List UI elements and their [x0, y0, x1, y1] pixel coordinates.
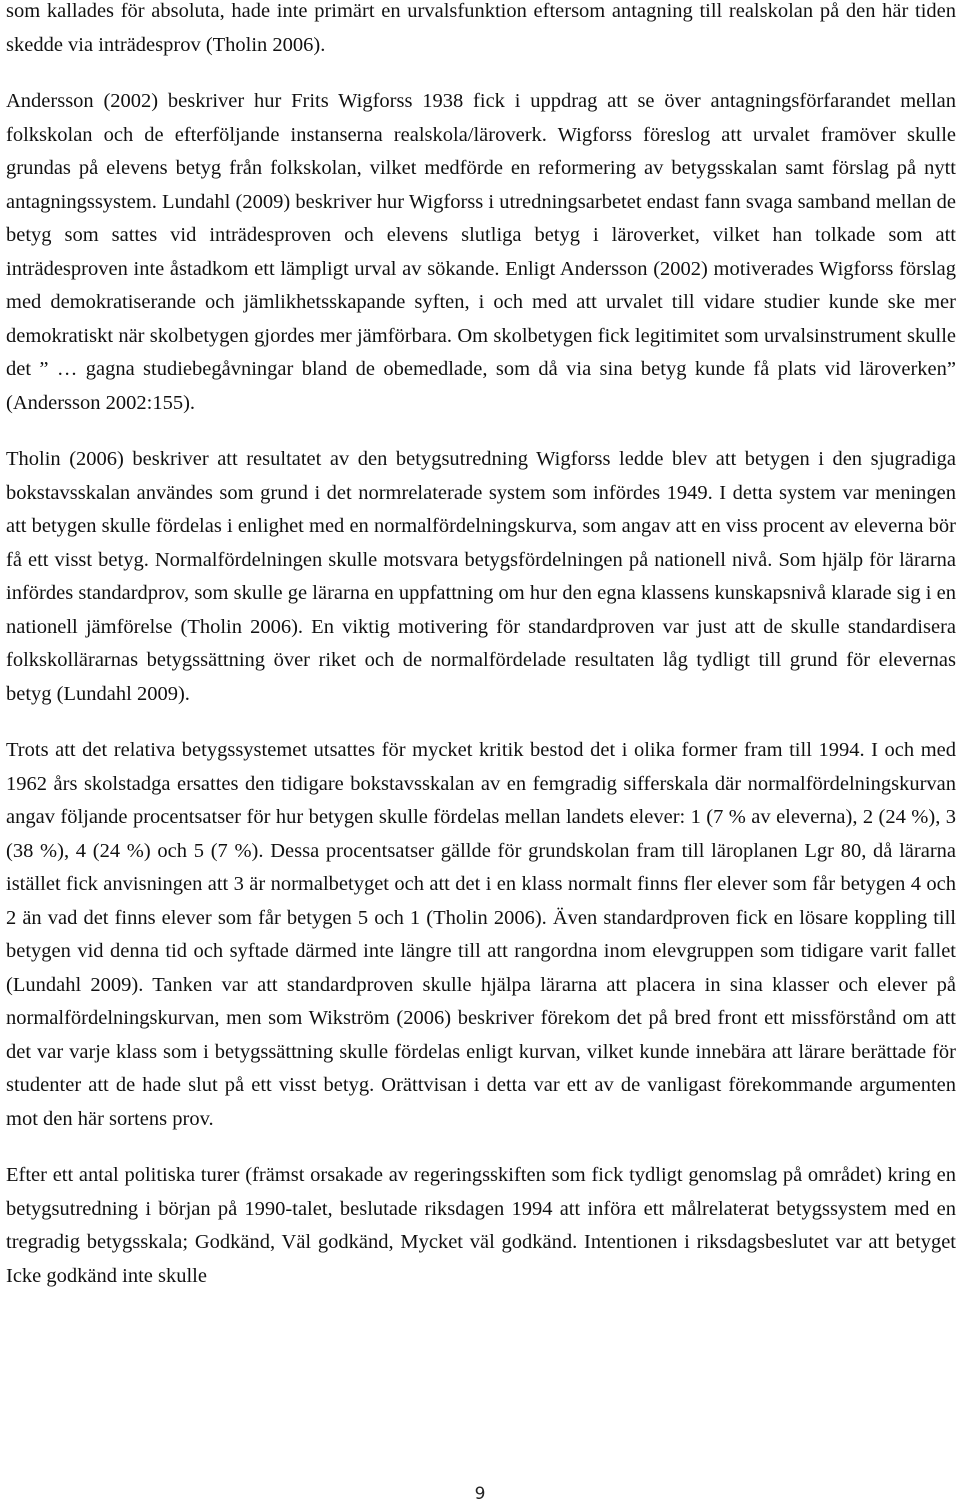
document-body — [6, 0, 956, 1316]
paragraph-5: Efter ett antal politiska turer (främst orsakade av regeringsskiften som fick tydligt genomslag på området) kring en betygsutredning i början på 1990-talet, beslutade riksdagen 1994 att införa ett målrelaterat betygssystem med en tregradig betygsskala; Godkänd, Väl godkänd, Mycket väl godkänd. Intentionen i riksdagsbeslutet var att betyget Icke godkänd inte skulle — [6, 1164, 956, 1287]
paragraph-3: Tholin (2006) beskriver att resultatet av den betygsutredning Wigforss ledde blev att betygen i den sjugradiga bokstavsskalan användes som grund i det normrelaterade system som infördes 1949. I detta system var meningen att betygen skulle fördelas i enlighet med en normalfördelningskurva, som angav att en viss procent av eleverna bör få ett visst betyg. Normalfördelningen skulle motsvara betygsfördelningen på nationell nivå. Som hjälp för lärarna infördes standardprov, som skulle ge lärarna en uppfattning om hur den egna klassens kunskapsnivå klarade sig i en nationell jämförelse (Tholin 2006). En viktig motivering för standardproven var just att de skulle standardisera folkskollärarnas betygssättning över riket och de normalfördelade resultaten låg tydligt till grund för elevernas betyg (Lundahl 2009). — [6, 448, 956, 705]
page-number: 9 — [474, 1484, 486, 1504]
paragraph-4: Trots att det relativa betygssystemet utsattes för mycket kritik bestod det i olika former fram till 1994. I och med 1962 års skolstadga ersattes den tidigare bokstavsskalan av en femgradig sifferskala där normalfördelningskurvan angav följande procentsatser för hur betygen skulle fördelas mellan landets elever: 1 (7 % av eleverna), 2 (24 %), 3 (38 %), 4 (24 %) och 5 (7 %). Dessa procentsatser gällde för grundskolan fram till läroplanen Lgr 80, då lärarna istället fick anvisningen att 3 är normalbetyget och att det i en klass normalt finns fler elever som får betygen 4 och 2 än vad det finns elever som får betygen 5 och 1 (Tholin 2006). Även standardproven fick en lösare koppling till betygen vid denna tid och syftade därmed inte längre till att rangordna inom elevgruppen som tidigare varit fallet (Lundahl 2009). Tanken var att standardproven skulle hjälpa lärarna att placera in sina klasser och elever på normalfördelningskurvan, men som Wikström (2006) beskriver förekom det på bred front ett missförstånd om att det var varje klass som i betygssättning skulle fördelas enligt kurvan, vilket kunde innebära att lärare berättade för studenter att de hade slut på ett visst betyg. Orättvisan i detta var ett av de vanligast förekommande argumenten mot den här sortens prov. — [6, 739, 956, 1130]
paragraph-1: som kallades för absoluta, hade inte primärt en urvalsfunktion eftersom antagning till realskolan på den här tiden skedde via inträdesprov (Tholin 2006). — [6, 0, 956, 56]
paragraph-2: Andersson (2002) beskriver hur Frits Wigforss 1938 fick i uppdrag att se över antagningsförfarandet mellan folkskolan och de efterföljande instanserna realskola/läroverk. Wigforss föreslog att urvalet framöver skulle grundas på elevens betyg från folkskolan, vilket medförde en reformering av betygsskalan samt förslag på nytt antagningssystem. Lundahl (2009) beskriver hur Wigforss i utredningsarbetet endast fann svaga samband mellan de betyg som sattes vid inträdesproven och elevens slutliga betyg i läroverket, vilket han tolkade som att inträdesproven inte åstadkom ett lämpligt urval av sökande. Enligt Andersson (2002) motiverades Wigforss förslag med demokratiserande och jämlikhetsskapande syften, i och med att urvalet till vidare studier kunde ske mer demokratiskt när skolbetygen gjordes mer jämförbara. Om skolbetygen fick legitimitet som urvalsinstrument skulle det ” … gagna studiebegåvningar bland de obemedlade, som då via sina betyg kunde få plats vid läroverken” (Andersson 2002:155). — [6, 90, 956, 414]
